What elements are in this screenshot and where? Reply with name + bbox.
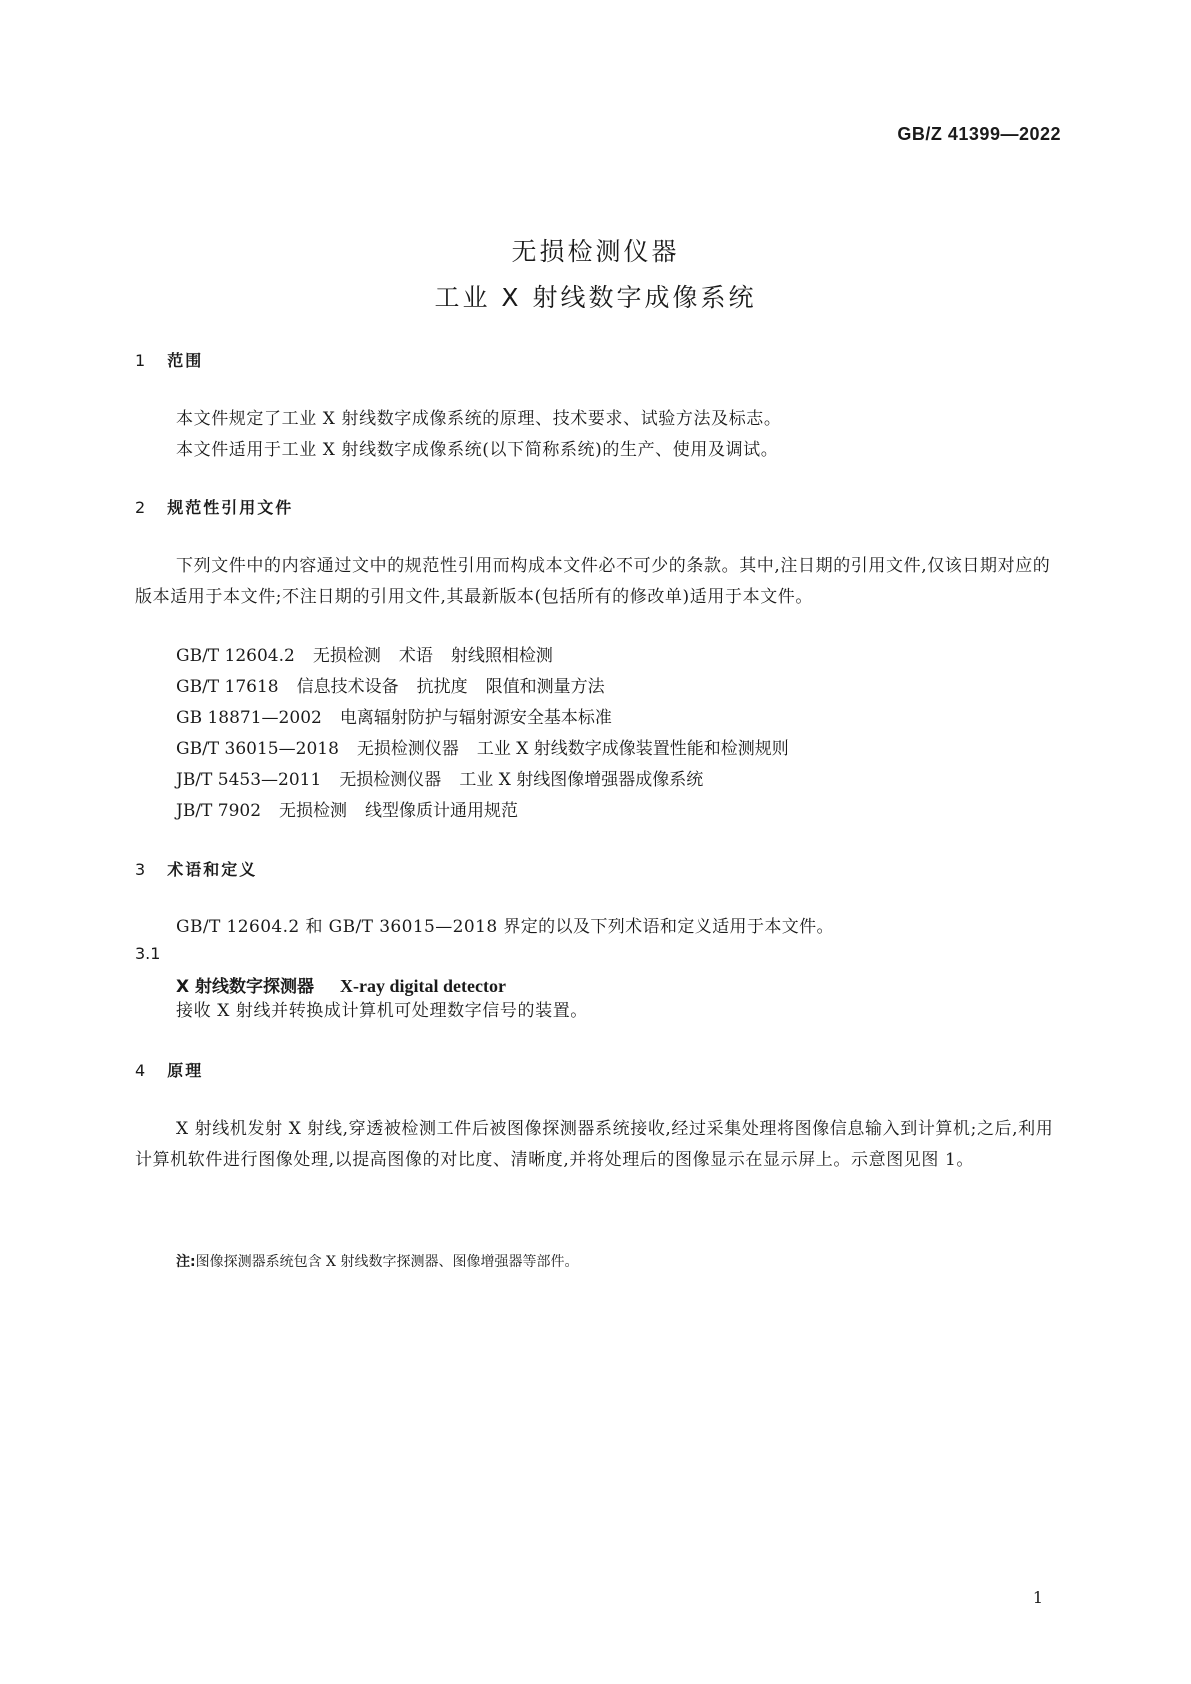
section-number: 2 (135, 498, 146, 517)
reference-item (176, 672, 623, 697)
section-number: 4 (135, 1061, 146, 1080)
reference-code: JB/T 5453—2011 (176, 770, 322, 790)
reference-title-part: 射线照相检测 (450, 646, 553, 666)
reference-code: GB/T 12604.2 (176, 646, 295, 666)
paragraph: GB/T 12604.2 和 GB/T 36015—2018 界定的以及下列术语和定义适用于本文件。 (176, 917, 834, 937)
paragraph: 本文件规定了工业 X 射线数字成像系统的原理、技术要求、试验方法及标志。 (176, 409, 782, 429)
document-title-line1: 无损检测仪器 (511, 237, 680, 266)
section-heading (135, 348, 203, 371)
term-number: 3.1 (135, 944, 161, 963)
section-title: 范围 (167, 351, 204, 370)
reference-item (176, 765, 721, 790)
reference-title-part: 无损检测 (312, 646, 381, 666)
paragraph: 下列文件中的内容通过文中的规范性引用而构成本文件必不可少的条款。其中,注日期的引用文件,仅该日期对应的版本适用于本文件;不注日期的引用文件,其最新版本(包括所有的修改单)适用于本文件。 (135, 556, 1051, 607)
section-heading (135, 1058, 203, 1081)
section-title: 规范性引用文件 (167, 498, 294, 517)
term-definition: 接收 X 射线并转换成计算机可处理数字信号的装置。 (176, 1001, 588, 1021)
reference-title-part: 限值和测量方法 (485, 677, 605, 697)
reference-title-part: 工业 X 射线图像增强器成像系统 (459, 770, 704, 790)
reference-title-part: 术语 (398, 646, 433, 666)
term-name-zh: X 射线数字探测器 (176, 977, 315, 997)
section-number: 1 (135, 351, 146, 370)
reference-title-part: 信息技术设备 (296, 677, 399, 697)
section-number: 3 (135, 860, 146, 879)
reference-code: GB/T 36015—2018 (176, 739, 339, 759)
reference-item (176, 641, 571, 666)
section-heading (135, 495, 293, 518)
reference-code: GB/T 17618 (176, 677, 279, 697)
reference-code: GB 18871—2002 (176, 708, 322, 728)
section-title: 原理 (167, 1061, 204, 1080)
reference-title-part: 无损检测仪器 (356, 739, 459, 759)
reference-title-part: 无损检测仪器 (339, 770, 442, 790)
note-text: 图像探测器系统包含 X 射线数字探测器、图像增强器等部件。 (195, 1254, 579, 1270)
reference-title-part: 线型像质计通用规范 (365, 801, 519, 821)
reference-title-part: 电离辐射防护与辐射源安全基本标准 (339, 708, 612, 728)
reference-title-part: 工业 X 射线数字成像装置性能和检测规则 (476, 739, 789, 759)
reference-item (176, 796, 536, 821)
section-title: 术语和定义 (167, 860, 258, 879)
note (176, 1251, 578, 1271)
section-heading (135, 857, 257, 880)
standard-number: GB/Z 41399—2022 (897, 124, 1061, 144)
document-title-line2: 工业 X 射线数字成像系统 (434, 283, 757, 312)
term-entry (176, 972, 506, 997)
reference-title-part: 抗扰度 (416, 677, 468, 697)
note-label: 注: (176, 1254, 196, 1270)
reference-item (176, 734, 807, 759)
reference-title-part: 无损检测 (279, 801, 348, 821)
reference-item (176, 703, 630, 728)
paragraph: X 射线机发射 X 射线,穿透被检测工件后被图像探测器系统接收,经过采集处理将图像信息输入到计算机;之后,利用计算机软件进行图像处理,以提高图像的对比度、清晰度,并将处理后的图像显示在显示屏上。示意图见图 1。 (135, 1119, 1054, 1170)
reference-code: JB/T 7902 (176, 801, 262, 821)
term-name-en: X-ray digital detector (340, 976, 506, 996)
page-number: 1 (1032, 1588, 1043, 1607)
paragraph: 本文件适用于工业 X 射线数字成像系统(以下简称系统)的生产、使用及调试。 (176, 440, 779, 460)
